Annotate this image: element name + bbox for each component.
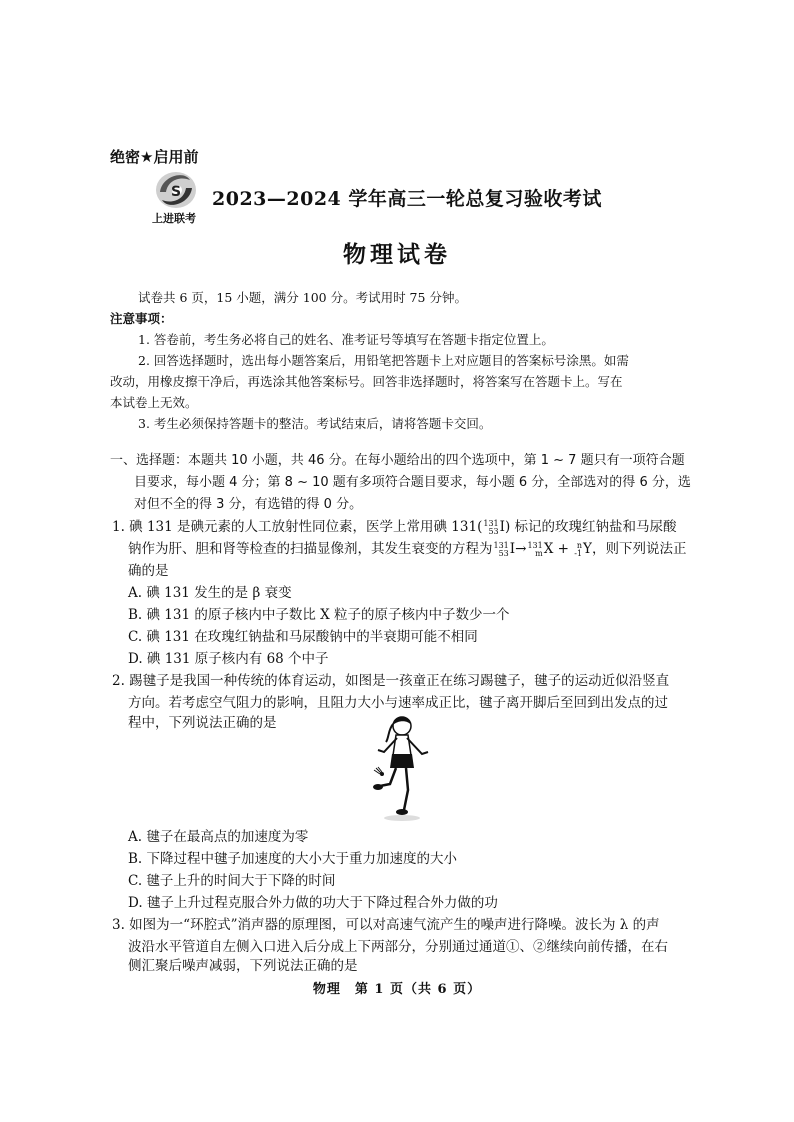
q2-stem-line-2: 方向。若考虑空气阻力的影响，且阻力大小与速率成正比，毽子离开脚后至回到出发点的过 <box>128 695 668 711</box>
q1-eq-arrow: → <box>515 541 527 557</box>
q1-eq-iodine-notation <box>494 542 509 558</box>
note-2-line-3: 本试卷上无效。 <box>110 395 198 410</box>
q1-eq-y-notation <box>574 542 582 558</box>
q1-eq-iodine-mass: 131 <box>493 540 509 550</box>
q1-eq-y-symbol: Y <box>583 541 592 557</box>
section-1-instructions-line-3: 对但不全的得 3 分，有选错的得 0 分。 <box>134 497 363 512</box>
logo-swirl-icon <box>150 168 206 212</box>
q1-option-c: C. 碘 131 在玫瑰红钠盐和马尿酸钠中的半衰期可能不相同 <box>128 629 478 645</box>
section-1-instructions-line-1: 一、选择题：本题共 10 小题，共 46 分。在每小题给出的四个选项中，第 1 ~ 7 题只有一项符合题 <box>110 453 685 468</box>
page-footer: 物理 第 1 页（共 6 页） <box>312 982 482 997</box>
q2-option-d: D. 毽子上升过程克服合外力做的功大于下降过程合外力做的功 <box>128 895 498 911</box>
q1-option-b: B. 碘 131 的原子核内中子数比 X 粒子的原子核内中子数少一个 <box>128 607 510 623</box>
q2-stem-line-1: 2. 踢毽子是我国一种传统的体育运动，如图是一孩童正在练习踢毽子，毽子的运动近似沿竖直 <box>112 673 670 689</box>
q1-stem-line-2 <box>128 538 686 560</box>
note-3: 3. 考生必须保持答题卡的整洁。考试结束后，请将答题卡交回。 <box>138 416 492 431</box>
note-1: 1. 答卷前，考生务必将自己的姓名、准考证号等填写在答题卡指定位置上。 <box>138 332 554 347</box>
q1-stem-line-1 <box>112 516 677 538</box>
q3-stem-line-2: 波沿水平管道自左侧入口进入后分成上下两部分，分别通过通道①、②继续向前传播，在右 <box>128 939 668 955</box>
q1-option-d: D. 碘 131 原子核内有 68 个中子 <box>128 651 329 667</box>
q2-option-b: B. 下降过程中毽子加速度的大小大于重力加速度的大小 <box>128 851 458 867</box>
logo-text: 上进联考 <box>152 212 196 225</box>
note-2-line-1: 2. 回答选择题时，选出每小题答案后，用铅笔把答题卡上对应题目的答案标号涂黑。如需 <box>138 353 629 368</box>
q3-stem-line-1: 3. 如图为一“环腔式”消声器的原理图，可以对高速气流产生的噪声进行降噪。波长为 λ 的声 <box>112 917 660 933</box>
svg-text:S: S <box>171 184 182 200</box>
q1-isotope-notation <box>483 520 498 536</box>
child-kicking-shuttlecock-figure <box>366 712 442 824</box>
q1-eq-x-number: m <box>535 548 543 558</box>
q1-eq-iodine-number: 53 <box>498 548 509 558</box>
q1-stem-text-b: I) 标记的玫瑰红钠盐和马尿酸 <box>499 519 677 535</box>
q1-eq-y-number: -1 <box>574 548 583 558</box>
q1-stem-text-d: ，则下列说法正 <box>591 541 687 557</box>
q1-eq-x-symbol: X + <box>543 541 574 557</box>
q1-eq-y-mass: n <box>576 540 583 550</box>
confidential-label: 绝密★启用前 <box>110 148 199 166</box>
section-1-instructions-line-2: 目要求，每小题 4 分；第 8 ~ 10 题有多项符合题目要求，每小题 6 分，全部选对的得 6 分，选 <box>134 475 691 490</box>
q1-eq-x-mass: 131 <box>527 540 543 550</box>
exam-title: 2023—2024 学年高三一轮总复习验收考试 <box>212 188 602 210</box>
q1-stem-text-a: 1. 碘 131 是碘元素的人工放射性同位素，医学上常用碘 131( <box>112 519 483 535</box>
notes-heading: 注意事项： <box>110 311 173 326</box>
child-kicking-shuttlecock-icon <box>366 712 442 824</box>
q3-stem-line-3: 侧汇聚后噪声减弱，下列说法正确的是 <box>128 958 358 974</box>
q1-eq-iodine-symbol: I <box>509 541 516 557</box>
q1-option-a: A. 碘 131 发生的是 β 衰变 <box>128 585 292 601</box>
exam-logo <box>150 168 206 226</box>
q1-stem-line-3: 确的是 <box>128 563 169 579</box>
q1-eq-x-notation <box>527 542 542 558</box>
q2-stem-line-3: 程中，下列说法正确的是 <box>128 715 277 731</box>
q1-isotope-number: 53 <box>488 526 499 536</box>
q2-option-c: C. 毽子上升的时间大于下降的时间 <box>128 873 336 889</box>
subject-title: 物理试卷 <box>343 241 451 268</box>
q2-option-a: A. 毽子在最高点的加速度为零 <box>128 829 309 845</box>
exam-summary: 试卷共 6 页，15 小题，满分 100 分。考试用时 75 分钟。 <box>138 290 467 305</box>
note-2-line-2: 改动，用橡皮擦干净后，再选涂其他答案标号。回答非选择题时，将答案写在答题卡上。写在 <box>110 374 623 389</box>
q1-isotope-mass: 131 <box>483 518 499 528</box>
q1-stem-text-c: 钠作为肝、胆和肾等检查的扫描显像剂，其发生衰变的方程为 <box>128 541 493 557</box>
